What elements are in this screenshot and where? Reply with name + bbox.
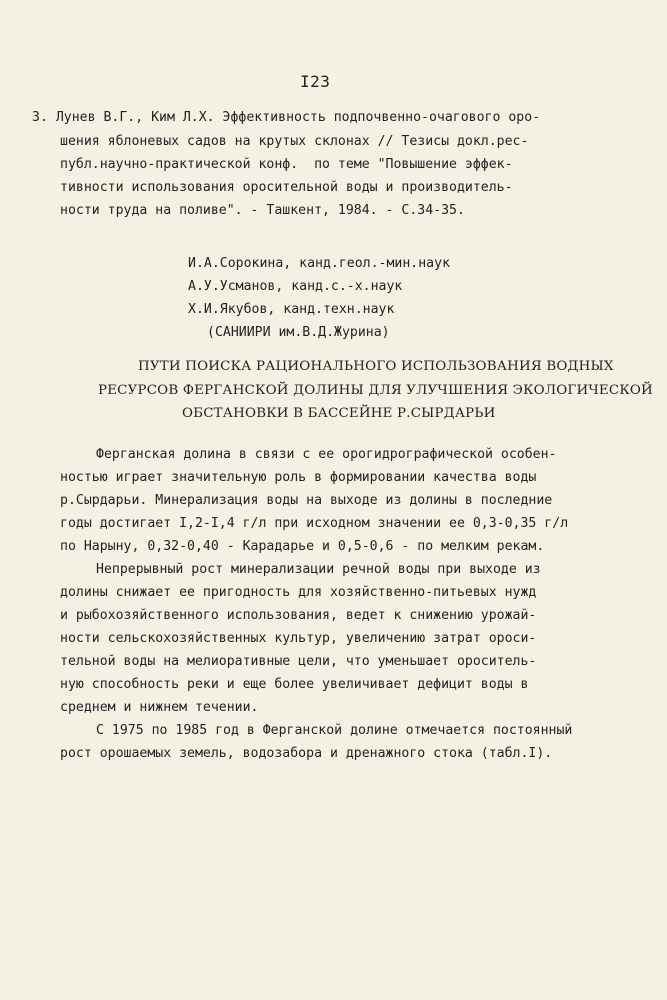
body-line: тельной воды на мелиоративные цели, что уменьшает ороситель- xyxy=(60,654,537,669)
body-line: рост орошаемых земель, водозабора и дренажного стока (табл.I). xyxy=(60,746,553,761)
body-line: Непрерывный рост минерализации речной воды при выходе из xyxy=(96,562,541,577)
body-line: среднем и нижнем течении. xyxy=(60,700,259,715)
body-line: ную способность реки и еще более увеличивает дефицит воды в xyxy=(60,677,529,692)
body-line: годы достигает I,2-I,4 г/л при исходном значении ее 0,3-0,35 г/л xyxy=(60,516,569,531)
body-line: по Нарыну, 0,32-0,40 - Карадарье и 0,5-0,6 - по мелким рекам. xyxy=(60,539,545,554)
author-line: А.У.Усманов, канд.с.-х.наук xyxy=(188,279,403,294)
reference-line: тивности использования оросительной воды и производитель- xyxy=(60,180,513,195)
affiliation: (САНИИРИ им.В.Д.Журина) xyxy=(207,325,390,340)
body-line: и рыбохозяйственного использования, ведет к снижению урожай- xyxy=(60,608,537,623)
body-line: ности сельскохозяйственных культур, увеличению затрат ороси- xyxy=(60,631,537,646)
body-line: р.Сырдарьи. Минерализация воды на выходе из долины в последние xyxy=(60,493,553,508)
author-line: И.А.Сорокина, канд.геол.-мин.наук xyxy=(188,256,451,271)
reference-line: шения яблоневых садов на крутых склонах // Тезисы докл.рес- xyxy=(60,134,529,149)
reference-line: 3. Лунев В.Г., Ким Л.Х. Эффективность подпочвенно-очагового оро- xyxy=(32,110,541,125)
page-number: I23 xyxy=(300,72,331,91)
body-line: Ферганская долина в связи с ее орогидрографической особен- xyxy=(96,447,557,462)
body-line: С 1975 по 1985 год в Ферганской долине отмечается постоянный xyxy=(96,723,573,738)
article-title-line: ОБСТАНОВКИ В БАССЕЙНЕ Р.СЫРДАРЬИ xyxy=(182,406,496,421)
body-line: долины снижает ее пригодность для хозяйственно-питьевых нужд xyxy=(60,585,537,600)
reference-line: ности труда на поливе". - Ташкент, 1984. - С.34-35. xyxy=(60,203,465,218)
article-title-line: РЕСУРСОВ ФЕРГАНСКОЙ ДОЛИНЫ ДЛЯ УЛУЧШЕНИЯ ЭКОЛОГИЧЕСКОЙ xyxy=(98,383,653,398)
article-title-line: ПУТИ ПОИСКА РАЦИОНАЛЬНОГО ИСПОЛЬЗОВАНИЯ ВОДНЫХ xyxy=(138,359,614,374)
body-line: ностью играет значительную роль в формировании качества воды xyxy=(60,470,537,485)
reference-line: публ.научно-практической конф. по теме "Повышение эффек- xyxy=(60,157,513,172)
author-line: Х.И.Якубов, канд.техн.наук xyxy=(188,302,395,317)
